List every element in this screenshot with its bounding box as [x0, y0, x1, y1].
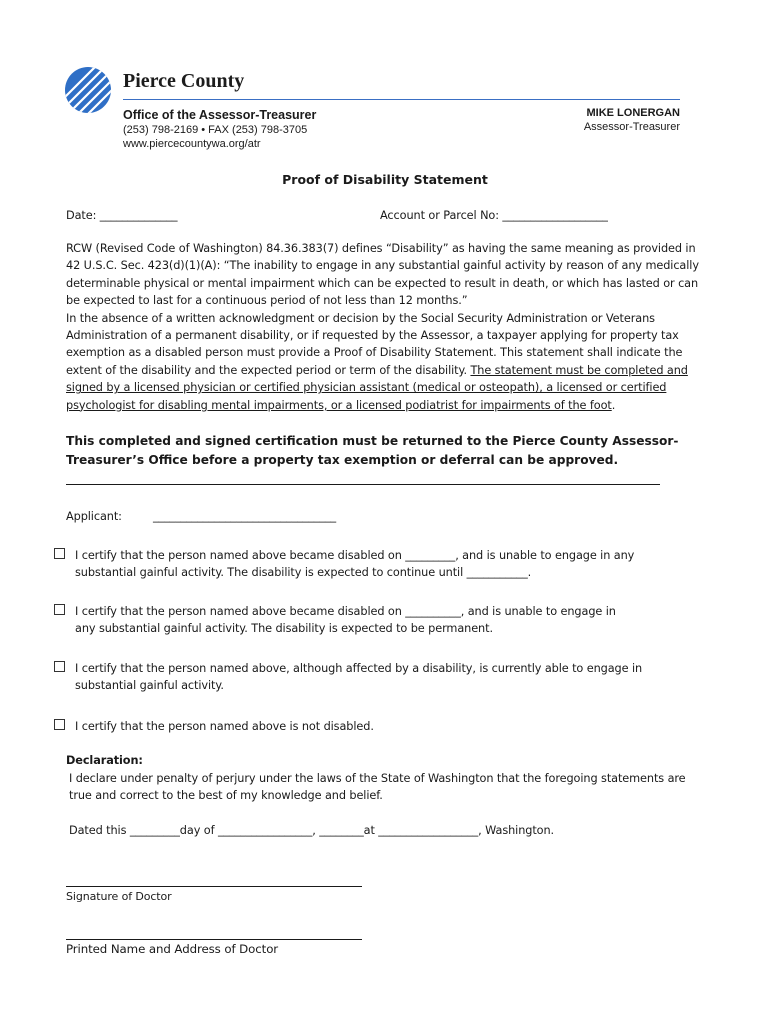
phone-fax: (253) 798-2169 • FAX (253) 798-3705	[123, 124, 308, 136]
option-2-line-2: any substantial gainful activity. The disability is expected to be permanent.	[75, 622, 493, 636]
rcw-paragraph-2-text: In the absence of a written acknowledgment or decision by the Social Security Administration or Veterans Administration of a permanent disability, or if requested by the Assessor, a taxpayer applying for property tax exemption as a disabled person must provide a Proof of Disability Statement. This statement shall indicate the extent of the disability and the expected period or term of the disability.	[66, 311, 683, 377]
option-2	[75, 603, 695, 638]
option-3	[75, 660, 695, 695]
rcw-definition	[66, 240, 706, 414]
option-1-line-2: substantial gainful activity. The disability is expected to continue until ___________.	[75, 566, 532, 580]
date-field[interactable]: Date: ______________	[66, 209, 178, 222]
rcw-paragraph-1: RCW (Revised Code of Washington) 84.36.383(7) defines “Disability” as having the same meaning as provided in 42 U.S.C. Sec. 423(d)(1)(A): “The inability to engage in any substantial gainful activity by reason of any medically determinable physical or mental impairment which can be expected to result in death, or which has lasted or can be expected to last for a continuous period of not less than 12 months.”	[66, 242, 699, 308]
option-2-checkbox[interactable]	[54, 604, 65, 615]
option-3-line-2: substantial gainful activity.	[75, 679, 224, 693]
pierce-county-logo-icon	[64, 66, 112, 114]
option-1-checkbox[interactable]	[54, 548, 65, 559]
rcw-paragraph-2	[66, 310, 706, 414]
rcw-paragraph-2-underlined: The statement must be completed and signed by a licensed physician or certified physician assistant (medical or osteopath), a licensed or certified psychologist for disabling mental impairments, or a licensed podiatrist for impairments of the foot	[66, 363, 688, 412]
signature-label: Signature of Doctor	[66, 890, 172, 903]
option-3-line-1: I certify that the person named above, although affected by a disability, is currently able to engage in	[75, 662, 643, 675]
option-2-line-1: I certify that the person named above became disabled on __________, and is unable to engage in	[75, 605, 616, 618]
declaration-text: I declare under penalty of perjury under the laws of the State of Washington that the foregoing statements are true and correct to the best of my knowledge and belief.	[69, 772, 686, 803]
rcw-paragraph-2-end: .	[611, 398, 616, 412]
return-notice: This completed and signed certification must be returned to the Pierce County Assessor-Treasurer’s Office before a property tax exemption or deferral can be approved.	[66, 434, 679, 467]
option-1	[75, 547, 695, 582]
dated-line[interactable]: Dated this _________day of _________________, ________at __________________, Washington.	[69, 824, 555, 837]
option-4	[75, 718, 695, 735]
form-title: Proof of Disability Statement	[282, 172, 488, 187]
option-4-checkbox[interactable]	[54, 719, 65, 730]
option-3-checkbox[interactable]	[54, 661, 65, 672]
assessor-name: MIKE LONERGAN	[586, 107, 680, 119]
office-name: Office of the Assessor-Treasurer	[123, 108, 317, 122]
account-parcel-field[interactable]: Account or Parcel No: ___________________	[380, 209, 608, 222]
section-divider	[66, 484, 660, 485]
option-1-line-1: I certify that the person named above became disabled on _________, and is unable to engage in any	[75, 549, 635, 562]
printed-name-label: Printed Name and Address of Doctor	[66, 942, 279, 956]
assessor-title: Assessor-Treasurer	[583, 121, 680, 133]
applicant-field[interactable]: _________________________________	[153, 510, 337, 523]
website-link[interactable]: www.piercecountywa.org/atr	[123, 138, 261, 150]
signature-line[interactable]	[66, 886, 362, 887]
county-name: Pierce County	[123, 70, 245, 92]
applicant-label: Applicant:	[66, 510, 122, 523]
option-4-line-1: I certify that the person named above is not disabled.	[75, 720, 374, 733]
printed-name-line[interactable]	[66, 939, 362, 940]
header-rule	[123, 99, 680, 100]
declaration-heading: Declaration:	[66, 754, 143, 767]
